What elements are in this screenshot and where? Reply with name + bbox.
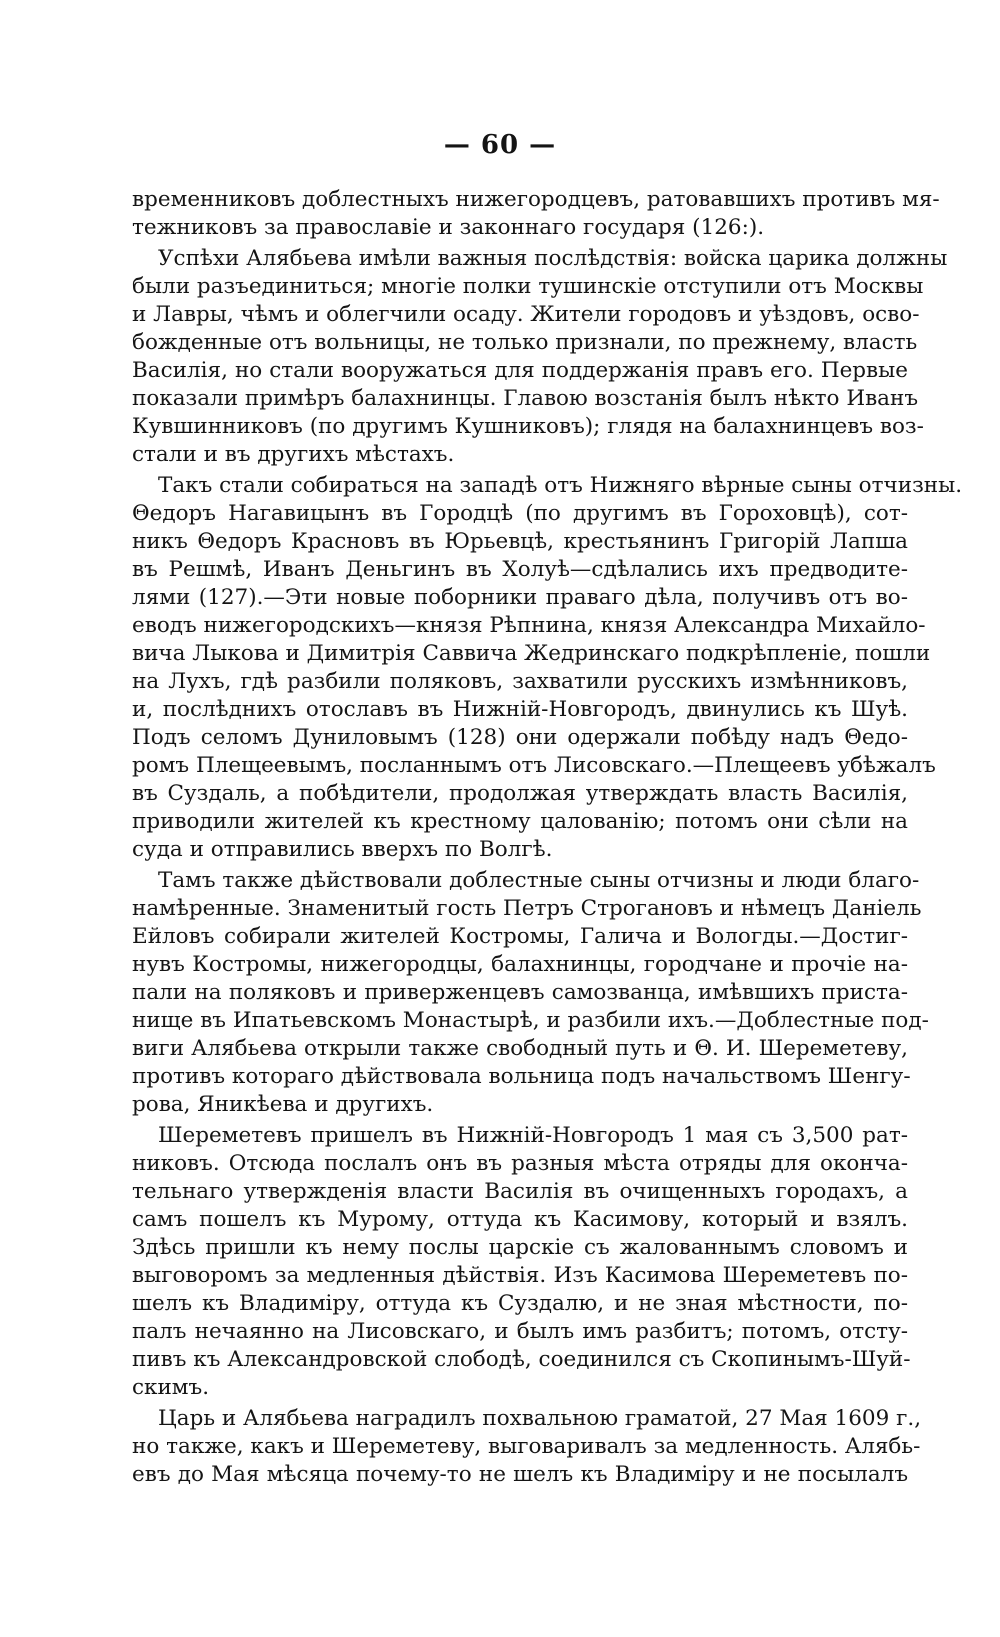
text-line: Ейловъ собирали жителей Костромы, Галича и Вологды.—Достиг- <box>132 924 908 949</box>
text-line: евъ до Мая мѣсяца почему-то не шелъ къ Владиміру и не посылалъ <box>132 1462 908 1487</box>
text-line: вича Лыкова и Димитрія Саввича Жедринскаго подкрѣпленіе, пошли <box>132 641 931 666</box>
paragraph <box>132 1405 922 1489</box>
text-line: Подъ селомъ Дуниловымъ (128) они одержали побѣду надъ Θедо- <box>132 725 908 750</box>
text-line: приводили жителей къ крестному цалованію; потомъ они сѣли на <box>132 809 908 834</box>
text-line: нувъ Костромы, нижегородцы, балахнинцы, городчане и прочіе на- <box>132 952 908 977</box>
paragraph <box>132 1122 911 1402</box>
text-line: тежниковъ за православіе и законнаго государя (126:). <box>132 215 765 240</box>
page-number: — 60 — <box>443 130 557 160</box>
paragraph <box>132 472 963 864</box>
text-line: никъ Θедоръ Красновъ въ Юрьевцѣ, крестьянинъ Григорій Лапша <box>132 529 908 554</box>
text-line: шелъ къ Владиміру, оттуда къ Суздалю, и не зная мѣстности, по- <box>132 1291 908 1316</box>
text-line: Такъ стали собираться на западѣ отъ Нижняго вѣрные сыны отчизны. <box>158 473 963 498</box>
text-line: противъ котораго дѣйствовала вольница подъ начальствомъ Шенгу- <box>132 1064 911 1089</box>
text-line: намѣренные. Знаменитый гость Петръ Строгановъ и нѣмецъ Даніель <box>132 896 922 921</box>
paragraph <box>132 245 948 469</box>
text-line: скимъ. <box>132 1375 210 1400</box>
text-line: Шереметевъ пришелъ въ Нижній-Новгородъ 1 мая съ 3,500 рат- <box>158 1123 908 1148</box>
text-line: Θедоръ Нагавицынъ въ Городцѣ (по другимъ въ Гороховцѣ), сот- <box>132 501 908 526</box>
text-line: никовъ. Отсюда послалъ онъ въ разныя мѣста отряды для оконча- <box>132 1151 908 1176</box>
text-line: и Лавры, чѣмъ и облегчили осаду. Жители городовъ и уѣздовъ, осво- <box>132 302 920 327</box>
text-line: были разъединиться; многіе полки тушинскіе отступили отъ Москвы <box>132 274 924 299</box>
text-line: и, послѣднихъ отославъ въ Нижній-Новгородъ, двинулись къ Шуѣ. <box>132 697 908 722</box>
text-line: пали на поляковъ и приверженцевъ самозванца, имѣвшихъ приста- <box>132 980 908 1005</box>
text-line: временниковъ доблестныхъ нижегородцевъ, ратовавшихъ противъ мя- <box>132 187 940 212</box>
text-line: тельнаго утвержденія власти Василія въ очищенныхъ городахъ, а <box>132 1179 908 1204</box>
text-line: Тамъ также дѣйствовали доблестные сыны отчизны и люди благо- <box>158 868 920 893</box>
text-line: въ Суздаль, а побѣдители, продолжая утверждать власть Василія, <box>132 781 908 806</box>
text-line: ромъ Плещеевымъ, посланнымъ отъ Лисовскаго.—Плещеевъ убѣжалъ <box>132 753 936 778</box>
text-line: лями (127).—Эти новые поборники праваго дѣла, получивъ отъ во- <box>132 585 908 610</box>
text-line: пивъ къ Александровской слободѣ, соединился съ Скопинымъ-Шуй- <box>132 1347 911 1372</box>
text-line: Здѣсь пришли къ нему послы царскіе съ жалованнымъ словомъ и <box>132 1235 908 1260</box>
text-line: Кувшинниковъ (по другимъ Кушниковъ); глядя на балахнинцевъ воз- <box>132 414 924 439</box>
text-line: Василія, но стали вооружаться для поддержанія правъ его. Первые <box>132 358 908 383</box>
text-line: еводъ нижегородскихъ—князя Рѣпнина, князя Александра Михайло- <box>132 613 926 638</box>
page-body-text <box>132 186 963 1489</box>
text-line: показали примѣръ балахнинцы. Главою возстанія былъ нѣкто Иванъ <box>132 386 918 411</box>
paragraph <box>132 867 929 1119</box>
text-line: Царь и Алябьева наградилъ похвальною граматой, 27 Мая 1609 г., <box>158 1406 922 1431</box>
text-line: нище въ Ипатьевскомъ Монастырѣ, и разбили ихъ.—Доблестные под- <box>132 1008 929 1033</box>
text-line: виги Алябьева открыли также свободный путь и Θ. И. Шереметеву, <box>132 1036 908 1061</box>
text-line: Успѣхи Алябьева имѣли важныя послѣдствія: войска царика должны <box>158 246 948 271</box>
text-line: самъ пошелъ къ Мурому, оттуда къ Касимову, который и взялъ. <box>132 1207 908 1232</box>
text-line: стали и въ другихъ мѣстахъ. <box>132 442 455 467</box>
text-line: выговоромъ за медленныя дѣйствія. Изъ Касимова Шереметевъ по- <box>132 1263 908 1288</box>
text-line: рова, Яникѣева и другихъ. <box>132 1092 434 1117</box>
text-line: божденные отъ вольницы, не только признали, по прежнему, власть <box>132 330 918 355</box>
text-line: суда и отправились вверхъ по Волгѣ. <box>132 837 553 862</box>
paragraph <box>132 186 940 242</box>
text-line: на Лухъ, гдѣ разбили поляковъ, захватили русскихъ измѣнниковъ, <box>132 669 908 694</box>
text-line: палъ нечаянно на Лисовскаго, и былъ имъ разбитъ; потомъ, отсту- <box>132 1319 908 1344</box>
text-line: въ Решмѣ, Иванъ Деньгинъ въ Холуѣ—сдѣлались ихъ предводите- <box>132 557 908 582</box>
text-line: но также, какъ и Шереметеву, выговаривалъ за медленность. Алябь- <box>132 1434 921 1459</box>
